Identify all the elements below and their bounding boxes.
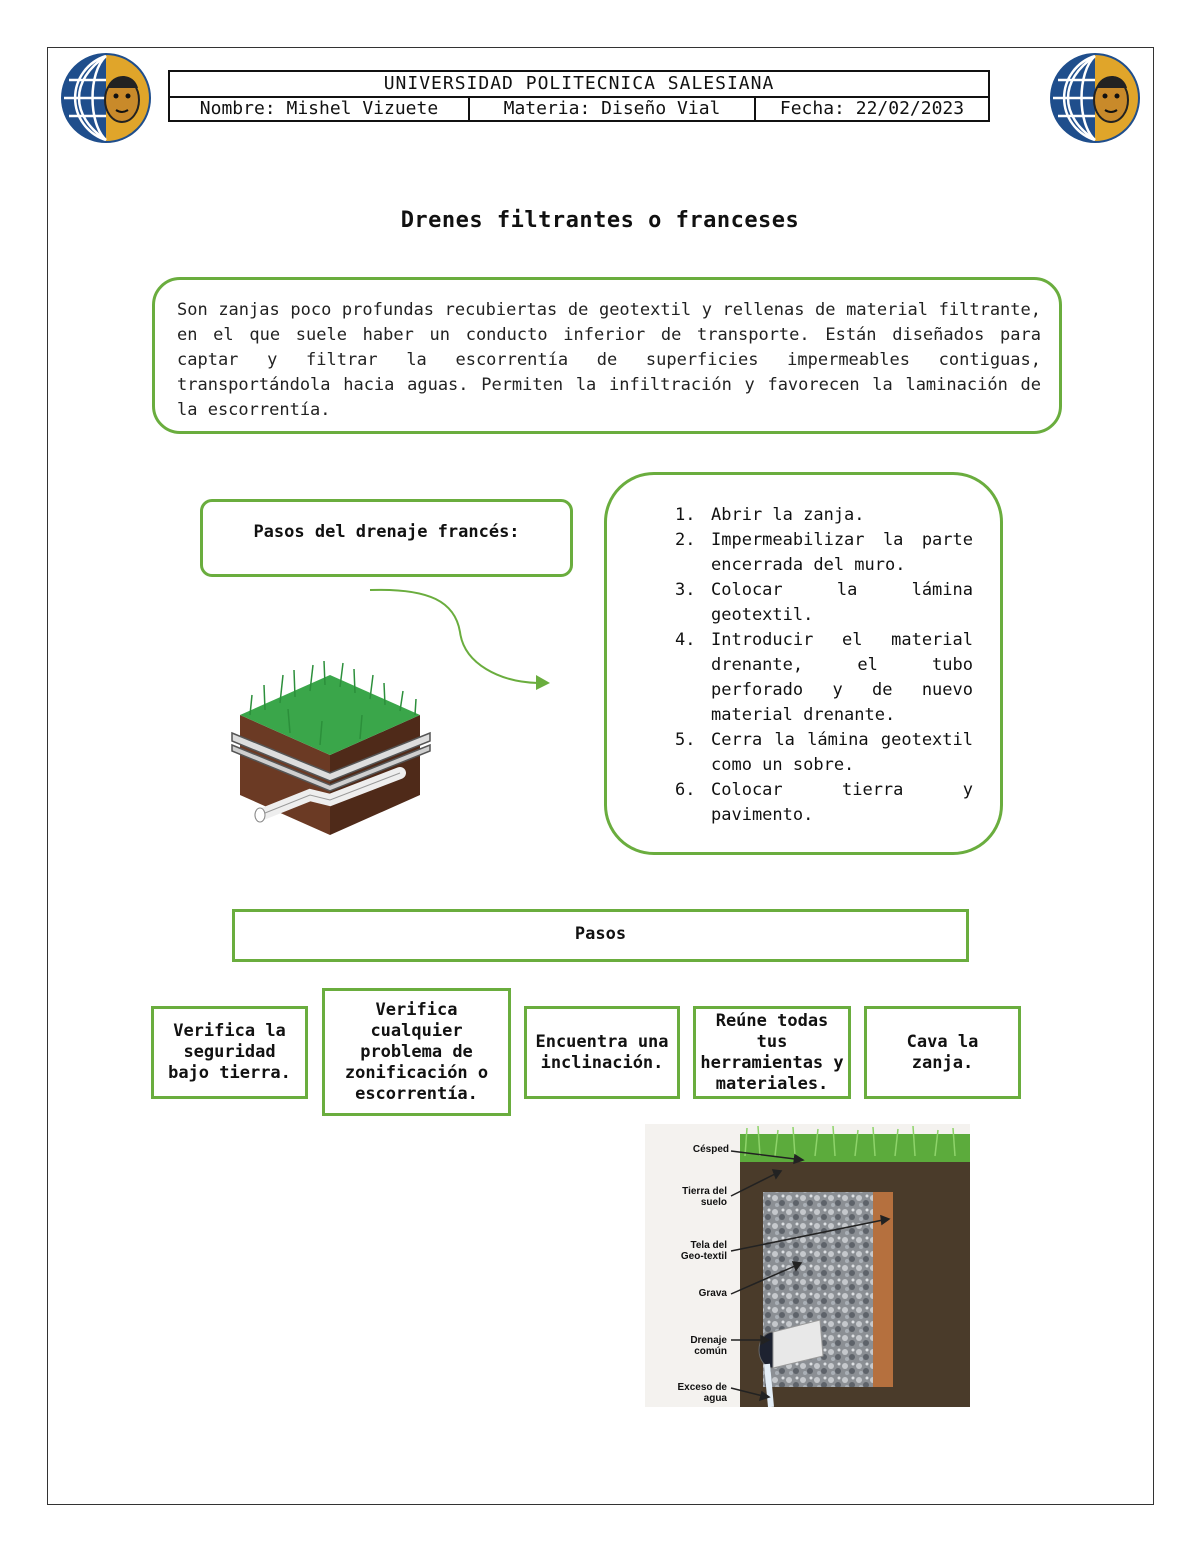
drain-cross-section-diagram [645, 1124, 970, 1407]
steps-label-box [200, 499, 573, 577]
step-number: 4. [675, 630, 696, 650]
step-text: Abrir la zanja. [711, 505, 865, 525]
steps-list-box [604, 472, 1003, 855]
intro-text: Son zanjas poco profundas recubiertas de geotextil y rellenas de material filtrante, en el que suele haber un conducto inferior de transporte. Están diseñados para captar y filtrar la escorrentía de superficies impermeables contiguas, transportándola hacia aguas. Permiten la infiltración y favorecen la laminación de la escorrentía. [177, 300, 1041, 420]
step-item [675, 578, 973, 628]
step-box-slope: Encuentra una inclinación. [524, 1006, 680, 1099]
student-name: Nombre: Mishel Vizuete [199, 98, 439, 119]
step-text: Colocar la lámina geotextil. [711, 580, 973, 625]
step-text: Impermeabilizar la parte encerrada del muro. [711, 530, 973, 575]
label-tierra: Tierra del suelo [682, 1186, 727, 1208]
step-item [675, 728, 973, 778]
step-number: 2. [675, 530, 696, 550]
intro-box [152, 277, 1062, 434]
steps-label: Pasos del drenaje francés: [253, 522, 520, 542]
step-number: 5. [675, 730, 696, 750]
page-title: Drenes filtrantes o franceses [400, 208, 800, 233]
steps-list [675, 503, 973, 828]
step-item [675, 528, 973, 578]
french-drain-illustration [220, 655, 440, 840]
university-name: UNIVERSIDAD POLITECNICA SALESIANA [170, 72, 988, 98]
date: Fecha: 22/02/2023 [779, 98, 965, 119]
step-text: Cerra la lámina geotextil como un sobre. [711, 730, 973, 775]
university-logo-right [1049, 52, 1141, 144]
label-drenaje: Drenaje común [690, 1335, 727, 1357]
label-cesped: Césped [692, 1144, 729, 1155]
cross-section-graphic [645, 1124, 970, 1407]
label-grava: Grava [698, 1288, 727, 1299]
step-item [675, 503, 973, 528]
step-box-tools: Reúne todas tus herramientas y materiales. [693, 1006, 851, 1099]
step-box-safety: Verifica la seguridad bajo tierra. [151, 1006, 308, 1099]
step-text: Colocar tierra y pavimento. [711, 780, 973, 825]
steps-header: Pasos [574, 924, 627, 944]
university-logo-left [60, 52, 152, 144]
step-box-dig: Cava la zanja. [864, 1006, 1021, 1099]
top-border [47, 47, 1154, 48]
subject: Materia: Diseño Vial [503, 98, 721, 119]
header-table [168, 70, 990, 122]
step-text: Introducir el material drenante, el tubo perforado y de nuevo material drenante. [711, 630, 973, 725]
step-number: 1. [675, 505, 696, 525]
step-number: 3. [675, 580, 696, 600]
step-number: 6. [675, 780, 696, 800]
bottom-border [47, 1504, 1154, 1505]
steps-header-box [232, 909, 969, 962]
step-item [675, 778, 973, 828]
label-exceso: Exceso de agua [677, 1382, 727, 1404]
label-tela: Tela del Geo-textil [680, 1240, 727, 1262]
step-item [675, 628, 973, 728]
step-box-zoning: Verifica cualquier problema de zonificación o escorrentía. [322, 988, 511, 1116]
